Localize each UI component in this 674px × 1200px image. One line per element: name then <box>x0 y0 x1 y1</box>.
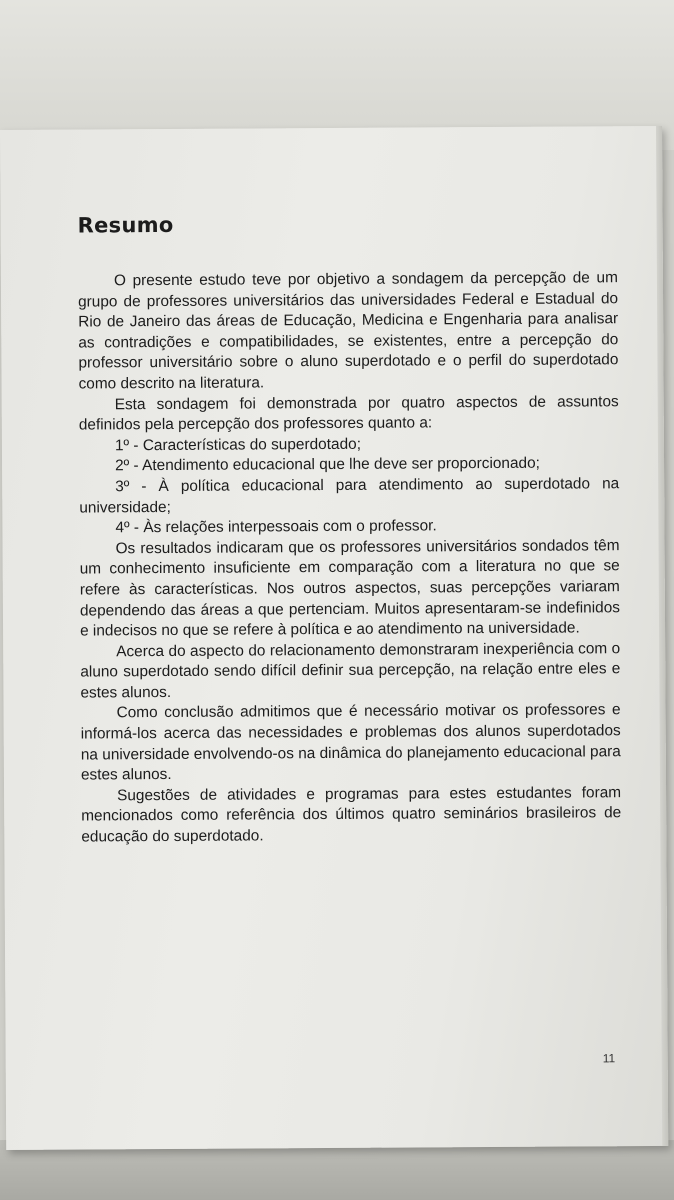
page-content <box>78 210 622 848</box>
list-item-3: 3º - À política educacional para atendimento ao superdotado na universidade; <box>79 475 620 517</box>
list-item-1: 1º - Características do superdotado; <box>114 435 361 455</box>
paragraph-conclusion: Como conclusão admitimos que é necessário motivar os professores e informá-los acerca das necessidades e problemas dos alunos superdotados na universidade envolvendo-os na dinâmica do planejamento educacional para estes alunos. <box>80 701 621 784</box>
abstract-text <box>78 268 622 848</box>
paragraph-relationship: Acerca do aspecto do relacionamento demonstraram inexperiência com o aluno superdotado sendo difícil definir sua percepção, na relação entre eles e estes alunos. <box>80 639 621 702</box>
page-edge <box>656 126 668 1146</box>
book-page <box>0 126 668 1150</box>
page-number: 11 <box>602 1051 616 1066</box>
paragraph-results: Os resultados indicaram que os professores universitários sondados têm um conhecimento insuficiente em comparação com a literatura no que se refere às características. Nos outros aspectos, suas percepções variaram dependendo das áreas a que pertenciam. Muitos apresentaram-se indefinidos e indecisos no que se refere à política e ao atendimento na universidade. <box>79 536 620 640</box>
paragraph-aspects-intro: Esta sondagem foi demonstrada por quatro aspectos de assuntos definidos pela percepção dos professores quanto a: <box>78 392 619 434</box>
list-item-2: 2º - Atendimento educacional que lhe deve ser proporcionado; <box>115 455 540 475</box>
paragraph-objective: O presente estudo teve por objetivo a sondagem da percepção de um grupo de professores universitários das universidades Federal e Estadual do Rio de Janeiro das áreas de Educação, Medicina e Engenharia para analisar as contradições e compatibilidades, se existentes, entre a percepção do professor universitário sobre o aluno superdotado e o perfil do superdotado como descrito na literatura. <box>77 269 619 393</box>
section-heading: Resumo <box>77 212 174 238</box>
paragraph-suggestions: Sugestões de atividades e programas para estes estudantes foram mencionados como referência dos últimos quatro seminários brasileiros de educação do superdotado. <box>81 784 622 846</box>
list-item-4: 4º - Às relações interpessoais com o professor. <box>115 517 437 537</box>
